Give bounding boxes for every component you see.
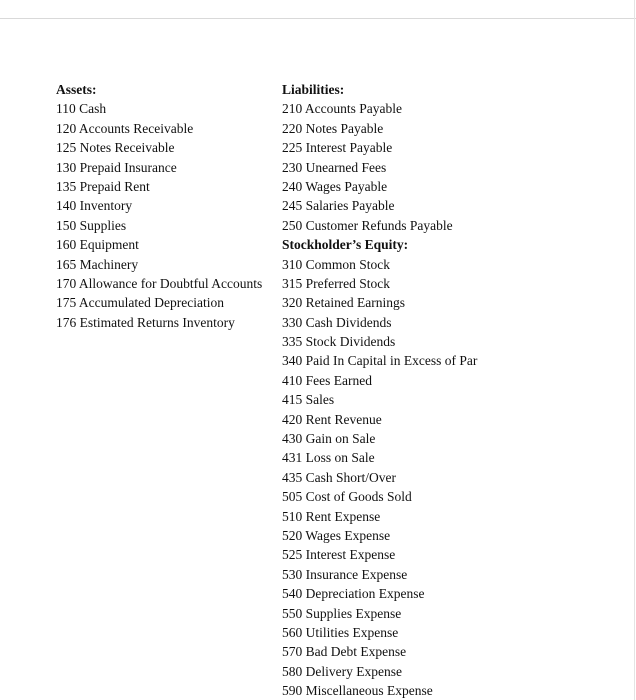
equity-account: 320 Retained Earnings bbox=[282, 295, 405, 311]
asset-account: 175 Accumulated Depreciation bbox=[56, 295, 224, 311]
asset-account: 110 Cash bbox=[56, 101, 107, 117]
equity-account: 510 Rent Expense bbox=[282, 508, 381, 524]
equity-account: 590 Miscellaneous Expense bbox=[282, 683, 433, 699]
right-border bbox=[634, 0, 635, 700]
equity-account: 560 Utilities Expense bbox=[282, 624, 399, 640]
equity-account: 415 Sales bbox=[282, 392, 335, 408]
equity-account: 505 Cost of Goods Sold bbox=[282, 489, 412, 505]
asset-account: 140 Inventory bbox=[56, 198, 133, 214]
liability-account: 225 Interest Payable bbox=[282, 140, 393, 156]
equity-account: 340 Paid In Capital in Excess of Par bbox=[282, 353, 478, 369]
assets-heading: Assets: bbox=[56, 82, 97, 97]
asset-account: 150 Supplies bbox=[56, 217, 127, 233]
equity-account: 330 Cash Dividends bbox=[282, 314, 392, 330]
equity-account: 570 Bad Debt Expense bbox=[282, 644, 407, 660]
asset-account: 135 Prepaid Rent bbox=[56, 178, 150, 194]
asset-account: 125 Notes Receivable bbox=[56, 140, 175, 156]
asset-account: 165 Machinery bbox=[56, 256, 139, 272]
equity-account: 431 Loss on Sale bbox=[282, 450, 375, 466]
liability-account: 245 Salaries Payable bbox=[282, 198, 395, 214]
equity-account: 550 Supplies Expense bbox=[282, 605, 402, 621]
liability-account: 220 Notes Payable bbox=[282, 120, 384, 136]
assets-column bbox=[56, 80, 286, 332]
asset-account: 160 Equipment bbox=[56, 237, 139, 253]
equity-account: 435 Cash Short/Over bbox=[282, 469, 396, 485]
equity-account: 530 Insurance Expense bbox=[282, 566, 408, 582]
liability-account: 230 Unearned Fees bbox=[282, 159, 387, 175]
equity-account: 335 Stock Dividends bbox=[282, 334, 396, 350]
asset-account: 170 Allowance for Doubtful Accounts bbox=[56, 275, 263, 291]
asset-account: 130 Prepaid Insurance bbox=[56, 159, 177, 175]
asset-account: 176 Estimated Returns Inventory bbox=[56, 314, 235, 330]
equity-account: 525 Interest Expense bbox=[282, 547, 396, 563]
liability-account: 240 Wages Payable bbox=[282, 178, 388, 194]
asset-account: 120 Accounts Receivable bbox=[56, 120, 194, 136]
liability-account: 210 Accounts Payable bbox=[282, 101, 402, 117]
equity-account: 540 Depreciation Expense bbox=[282, 586, 425, 602]
equity-heading: Stockholder’s Equity: bbox=[282, 237, 409, 253]
liabilities-heading: Liabilities: bbox=[282, 82, 345, 97]
liabilities-equity-column bbox=[282, 80, 622, 700]
top-divider bbox=[0, 18, 636, 19]
equity-account: 420 Rent Revenue bbox=[282, 411, 382, 427]
equity-account: 580 Delivery Expense bbox=[282, 663, 402, 679]
equity-account: 310 Common Stock bbox=[282, 256, 391, 272]
equity-account: 520 Wages Expense bbox=[282, 527, 391, 543]
equity-account: 410 Fees Earned bbox=[282, 372, 372, 388]
liability-account: 250 Customer Refunds Payable bbox=[282, 217, 453, 233]
equity-account: 430 Gain on Sale bbox=[282, 431, 376, 447]
equity-account: 315 Preferred Stock bbox=[282, 275, 390, 291]
